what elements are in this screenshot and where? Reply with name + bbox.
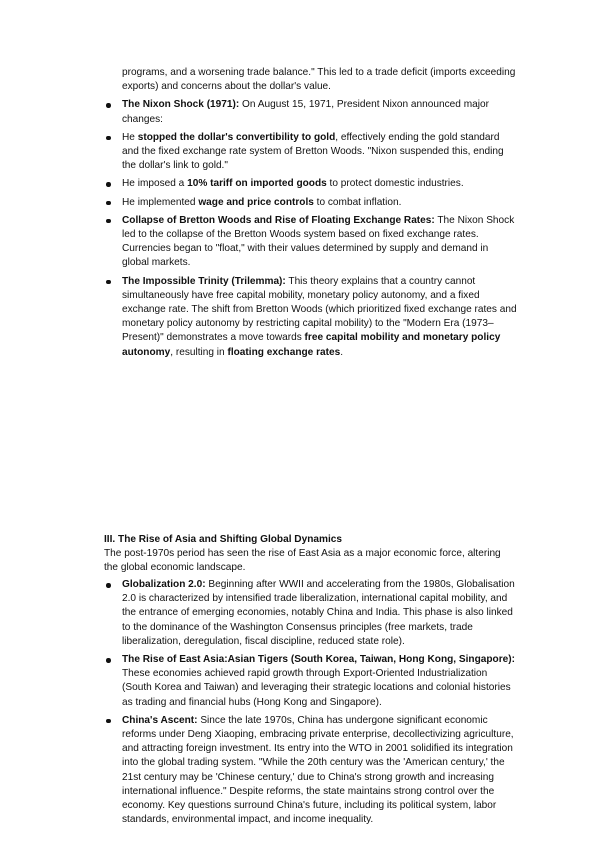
item-text: , effectively ending the gold standard and the fixed exchange rate system of Bretton Woods. "Nixon suspended this, ending the dollar's link to gold." [122, 131, 504, 172]
item-text: . [340, 346, 344, 358]
list-item-china [122, 714, 517, 828]
list-item-gold [122, 131, 517, 174]
item-text: He imposed a [122, 178, 188, 190]
item-text: to protect domestic industries. [326, 178, 464, 190]
item-bold: floating exchange rates [227, 346, 341, 358]
bullet-icon [106, 177, 112, 191]
item-bold: 10% tariff on imported goods [187, 178, 327, 190]
item-lead: The Nixon Shock (1971): [122, 99, 240, 111]
list-item-globalization [122, 578, 517, 649]
item-bold: free capital mobility and monetary policy autonomy [122, 332, 501, 358]
item-text: to combat inflation. [313, 196, 402, 208]
bullet-icon [106, 714, 112, 728]
item-lead: China's Ascent: [122, 714, 198, 726]
item-lead: Globalization 2.0: [122, 579, 206, 590]
bullet-icon [106, 98, 112, 112]
item-text: He [122, 131, 138, 143]
bullet-icon [106, 578, 112, 592]
item-text: This theory explains that a country cannot simultaneously have free capital mobility, monetary policy autonomy, and a fixed exchange rate. The shift from Bretton Woods (which prioritized fixed exchange rates and monetary policy autonomy by restricting capital mobility) to the "Modern Era (1973–Present)" demonstrates a move towards [122, 275, 517, 344]
list-item-wage-price [122, 196, 517, 210]
item-bold: stopped the dollar's convertibility to gold [137, 131, 336, 143]
section-intro: The post-1970s period has seen the rise of East Asia as a major economic force, altering the global economic landscape. [104, 548, 501, 574]
bullet-icon [106, 196, 112, 210]
item-text: These economies achieved rapid growth through Export-Oriented Industrialization (South Korea and Taiwan) and leveraging their strategic locations and colonial histories as trading and financial hubs (Hong Kong and Singapore). [122, 668, 511, 708]
list-a [122, 66, 517, 364]
item-text: On August 15, 1971, President Nixon announced major changes: [122, 99, 489, 125]
bullet-icon [106, 131, 112, 145]
top-fragment [122, 66, 517, 94]
item-text: He implemented [122, 196, 199, 208]
bullet-icon [106, 275, 112, 289]
bullet-icon [106, 653, 112, 667]
item-text: The Nixon Shock led to the collapse of the Bretton Woods system based on fixed exchange rates. Currencies began to "float," with their values determined by supply and demand in global markets. [122, 214, 515, 269]
list-b [122, 578, 517, 831]
bullet-icon [106, 214, 112, 228]
item-text: Since the late 1970s, China has undergone significant economic reforms under Deng Xiaoping, embracing private enterprise, decollectivizing agriculture, and attracting foreign investment. Its entry into the WTO in 2001 solidified its integration into the global trading system. "While the 20th century was the 'American century,' the 21st century may be 'Chinese century,' due to China's strong growth and increasing international influence." Despite reforms, the state maintains strong control over the economy. Key questions surround China's future, including its political system, labor standards, environmental impact, and income inequality. [122, 714, 514, 826]
list-item-nixon-shock [122, 98, 517, 126]
top-fragment-text: programs, and a worsening trade balance." This led to a trade deficit (imports exceeding exports) and concerns about the dollar's value. [122, 67, 516, 93]
list-item-trilemma [122, 275, 517, 360]
item-text: , resulting in [170, 346, 228, 358]
item-bold: wage and price controls [198, 196, 314, 208]
item-lead: The Impossible Trinity (Trilemma): [122, 275, 286, 287]
item-lead: Collapse of Bretton Woods and Rise of Floating Exchange Rates: [122, 214, 435, 226]
list-item-east-asia [122, 653, 517, 710]
list-item-collapse [122, 214, 517, 271]
item-text: Beginning after WWII and accelerating from the 1980s, Globalisation 2.0 is characterized by intensified trade liberalization, international capital mobility, and the entrance of emerging economies, notably China and India. This phase is also linked to the dominance of the Washington Consensus principles (free markets, trade liberalization, deregulation, fiscal discipline, reduced state role). [122, 579, 515, 647]
section-heading: III. The Rise of Asia and Shifting Global Dynamics [104, 534, 342, 545]
list-item-tariff [122, 177, 517, 191]
item-lead: The Rise of East Asia:Asian Tigers (South Korea, Taiwan, Hong Kong, Singapore): [122, 654, 515, 666]
